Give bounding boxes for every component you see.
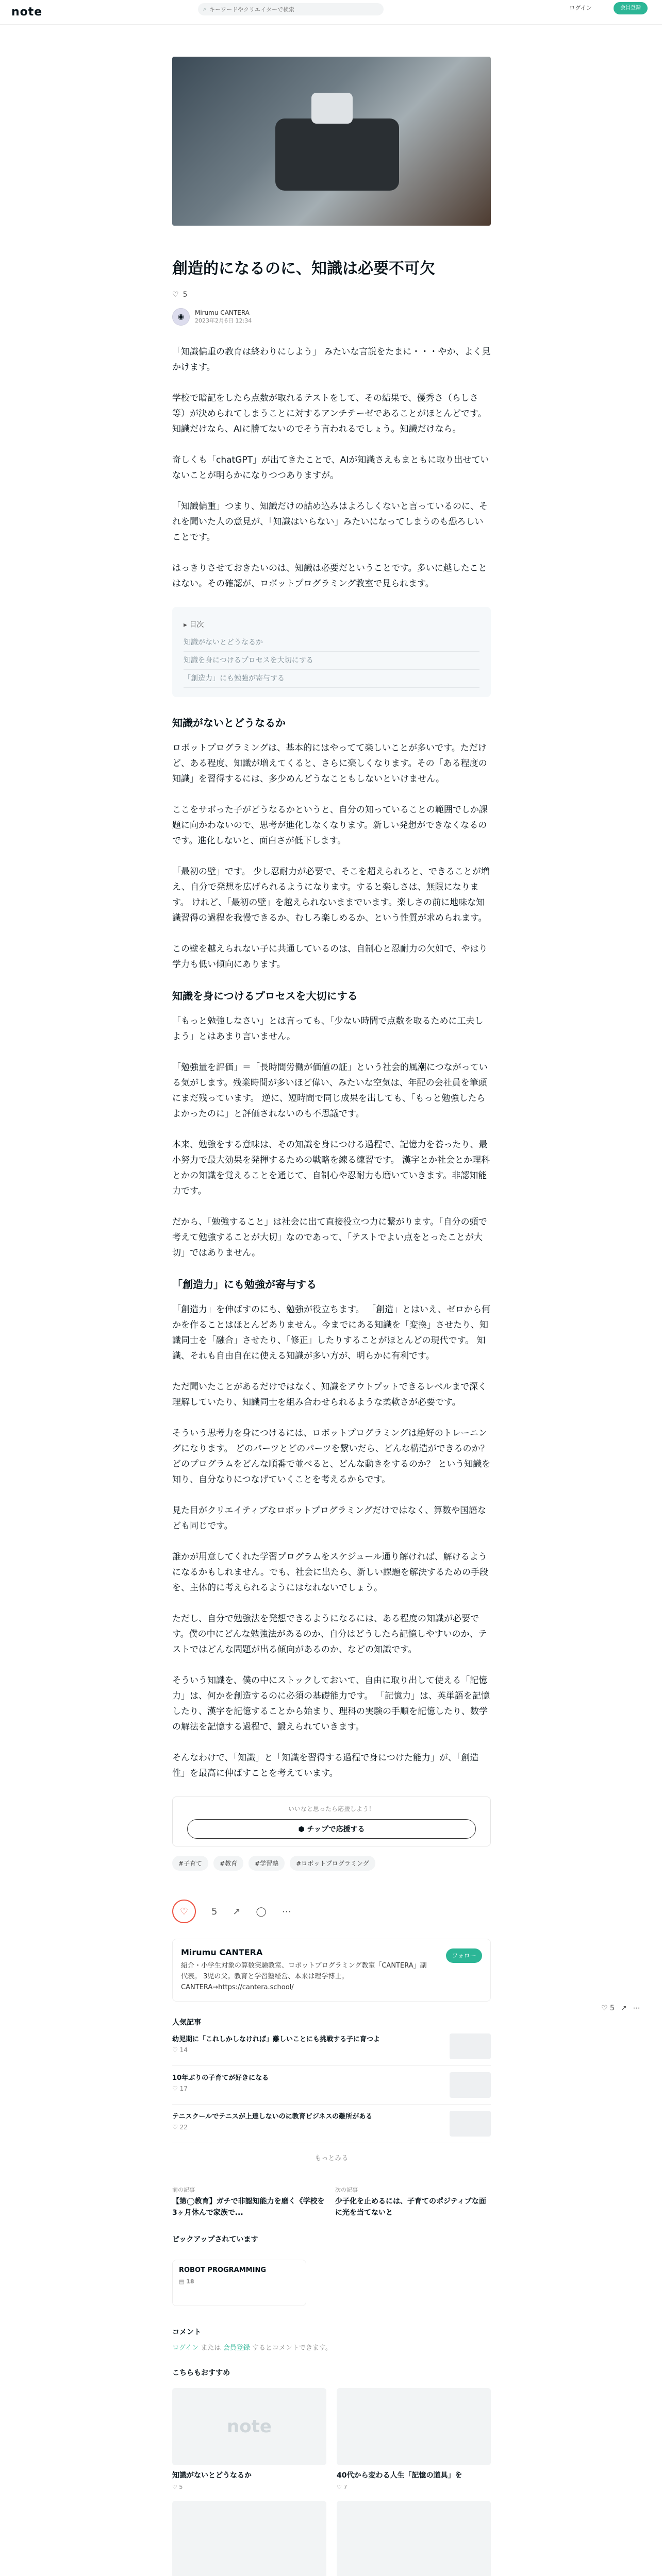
hero-image [172, 57, 491, 226]
search-input[interactable] [209, 6, 364, 13]
paragraph: 奇しくも「chatGPT」が出てきたことで、AIが知識さえもまともに取り出せていないことが明らかになりつつありますが。 [172, 455, 489, 481]
item-likes: ♡ 14 [172, 2046, 188, 2054]
card-thumbnail: note [172, 2388, 326, 2465]
follow-button[interactable]: フォロー [446, 1948, 482, 1963]
table-of-contents [172, 607, 491, 697]
item-likes: ♡ 22 [172, 2124, 188, 2131]
profile-name[interactable]: Mirumu CANTERA [181, 1947, 263, 1957]
paragraph: はっきりさせておきたいのは、知識は必要だということです。多いに越したことはない。その確認が、ロボットプログラミング教室で見られます。 [172, 563, 487, 589]
list-item[interactable] [172, 2066, 491, 2105]
like-count: 5 [183, 291, 188, 299]
paragraph: 学校で暗記をしたら点数が取れるテストをして、その結果で、優秀さ（らしさ等）が決められてしまうことに対するアンチテーゼであることがほとんどです。知識だけなら、AIに勝てないのでそう言われるでしょう。知識だけなら。 [172, 393, 487, 434]
article-body [172, 344, 491, 1781]
support-box [172, 1797, 491, 1846]
tip-icon: ⬢ [298, 1825, 307, 1834]
pickup-heading: ピックアップされています [172, 2235, 258, 2244]
paragraph: だから、「勉強すること」は社会に出て直接役立つ力に繋がります。「自分の頭で考えて勉強することが大切」なのであって、「テストでよい点をとったことが大切」ではありません。 [172, 1217, 487, 1258]
author-row [172, 308, 491, 326]
comment-icon[interactable]: ◯ [256, 1906, 267, 1917]
paragraph: そんなわけで、「知識」と「知識を習得する過程で身につけた能力」が、「創造性」を最高に伸ばすことを考えています。 [172, 1753, 479, 1778]
paragraph: ただし、自分で勉強法を発想できるようになるには、ある程度の知識が必要です。僕の中にどんな勉強法があるのか、自分はどうしたら記憶しやすいのか、テストではどんな問題が出る傾向があるのか、などの知識です。 [172, 1614, 487, 1655]
paragraph: 「知識偏重」つまり、知識だけの詰め込みはよろしくないと言っているのに、それを聞いた人の意見が、「知識はいらない」みたいになってしまうのも恐ろしいことです。 [172, 501, 488, 543]
share-icon[interactable]: ↗ [233, 1906, 241, 1917]
item-title: テニスクールでテニスが上達しないのに教育ビジネスの難所がある [172, 2113, 373, 2121]
card-thumbnail [337, 2501, 491, 2576]
paragraph: 「最初の壁」です。 少し忍耐力が必要で、そこを超えられると、できることが増え、自分で発想を広げられるようになります。すると楽しさは、無限になります。 けれど、「最初の壁」を越えられないままでいます。楽しさの前に地味な知識習得の過程を我慢できるか、むしろ楽しめるか、という性質が求められます。 [172, 867, 490, 923]
paragraph: ここをサボった子がどうなるかというと、自分の知っていることの範囲でしか課題に向かわないので、思考が進化しなくなります。新しい発想ができなくなるのです。進化しないと、面白さが低下します。 [172, 805, 488, 846]
paragraph: 誰かが用意してくれた学習プログラムをスケジュール通り解ければ、解けるようになるかもしれません。でも、社会に出たら、新しい課題を解決するための手段を、主体的に考えられるようにはなれないでしょう。 [172, 1552, 489, 1593]
article-title: 創造的になるのに、知識は必要不可欠 [172, 260, 435, 278]
list-item[interactable] [172, 2027, 491, 2066]
article-nav [172, 2178, 491, 2218]
popular-heading: 人気記事 [172, 2019, 201, 2027]
comment-heading: コメント [172, 2328, 201, 2336]
like-button[interactable] [172, 1900, 196, 1923]
search-icon: ⌕ [203, 6, 207, 12]
tip-button[interactable]: ⬢ チップで応援する [187, 1819, 476, 1839]
action-row [172, 1900, 491, 1923]
list-item[interactable] [172, 2105, 491, 2143]
header [0, 0, 662, 25]
tag[interactable]: #ロボットプログラミング [290, 1856, 375, 1871]
toc-item[interactable]: 知識がないとどうなるか [184, 634, 479, 652]
section-heading: 知識を身につけるプロセスを大切にする [172, 990, 358, 1002]
card-thumbnail [337, 2388, 491, 2465]
item-thumbnail [450, 2111, 491, 2137]
recommend-card[interactable]: 40代から変わる人生「記憶の道具」を ♡ 7 [337, 2388, 491, 2490]
signup-link[interactable]: 会員登録 [223, 2344, 250, 2352]
recommend-card[interactable] [172, 2501, 326, 2576]
tag[interactable]: #子育て [172, 1856, 208, 1871]
paragraph: ロボットプログラミングは、基本的にはやってて楽しいことが多いです。ただけど、ある程度、知識が増えてくると、さらに楽しくなります。その「ある程度の知識」を習得するには、多少めんどうなこともしないといけません。 [172, 743, 487, 784]
section-heading: 「創造力」にも勉強が寄与する [172, 1278, 317, 1291]
item-likes: ♡ 17 [172, 2085, 188, 2092]
paragraph: そういう知識を、僕の中にストックしておいて、自由に取り出して使える「記憶力」は、何かを創造するのに必須の基礎能力です。 「記憶力」は、英単語を記憶したり、漢字を記憶することから始まり、理科の実験の手順を記憶したり、数学の解法を記憶する過程で、鍛えられていきます。 [172, 1675, 490, 1732]
paragraph: 本来、勉強をする意味は、その知識を身につける過程で、記憶力を養ったり、最小努力で最大効果を発揮するための戦略を練る練習です。 漢字とか社会とか理科とかの知識を覚えることを通じて、自制心や忍耐力も磨いていきます。非認知能力です。 [172, 1140, 490, 1196]
login-button[interactable]: ログイン [569, 5, 592, 11]
paragraph: 見た目がクリエイティブなロボットプログラミングだけではなく、算数や国語なども同じです。 [172, 1505, 487, 1531]
recommend-card[interactable] [337, 2501, 491, 2576]
profile-desc: 紹介・小学生対象の算数実験教室、ロボットプログラミング教室「CANTERA」副代表。 3児の父。教育と学習塾経営、本来は理学博士。 CANTERA→https://cantera.school/ [181, 1962, 427, 1991]
next-article[interactable]: 次の記事 少子化を止めるには、子育てのポジティブな面に光を当てないと [335, 2178, 491, 2218]
paragraph: ただ聞いたことがあるだけではなく、知識をアウトプットできるレベルまで深く理解していたり、知識同士を組み合わせられるような柔軟さが必要です。 [172, 1382, 487, 1408]
note-logo[interactable]: note [11, 6, 43, 19]
floating-actions [601, 2004, 640, 2012]
avatar[interactable]: ◉ [172, 308, 190, 326]
paragraph: そういう思考力を身につけるには、ロボットプログラミングは絶好のトレーニングになります。 どのパーツとどのパーツを繋いだら、どんな構造ができるのか？ どのプログラムをどんな順番で並べると、どんな動きをするのか？ という知識を知り、自分なりにつなげていくことを考えるからです。 [172, 1428, 491, 1485]
card-thumbnail [172, 2501, 326, 2576]
publish-date: 2023年2月6日 12:34 [195, 317, 252, 324]
robot-head [311, 93, 353, 124]
pickup-list [172, 2260, 491, 2306]
search-box[interactable] [198, 3, 384, 15]
paragraph: 「勉強量を評価」＝「長時間労働が価値の証」という社会的風潮につながっている気がします。残業時間が多いほど偉い、みたいな空気は、年配の会社員を筆頭にまだ残っています。 逆に、短時間で同じ成果を出しても、「もっと勉強したらよかったのに」と評価されないのも不思議です。 [172, 1062, 488, 1119]
paragraph: 「創造力」を伸ばすのにも、勉強が役立ちます。 「創造」とはいえ、ゼロから何かを作ることはほとんどありません。今までにある知識を「変換」させたり、知識同士を「融合」させたり、「修正」したりすることがほとんどの現代です。 知識、それも自由自在に使える知識が多い方が、明らかに有利です。 [172, 1304, 491, 1361]
support-label: いいなと思ったら応援しよう！ [288, 1805, 375, 1812]
toc-label[interactable]: ▸ 目次 [184, 621, 204, 629]
profile-card [172, 1939, 491, 2002]
paragraph: 「もっと勉強しなさい」とは言っても、「少ない時間で点数を取るために工夫しよう」とはあまり言いません。 [172, 1016, 484, 1042]
comment-prompt: ログイン または 会員登録 するとコメントできます。 [172, 2344, 332, 2352]
heart-icon[interactable]: ♡ [172, 291, 179, 299]
article [172, 258, 491, 2576]
prev-article[interactable]: 前の記事 【第◯教育】ガチで非認知能力を磨く《学校を3ヶ月休んで家族で... [172, 2178, 328, 2218]
login-link[interactable]: ログイン [172, 2344, 199, 2352]
more-link[interactable]: もっとみる [315, 2155, 349, 2162]
signup-button[interactable]: 会員登録 [614, 2, 648, 14]
item-title: 幼児期に「これしかしなければ」難しいことにも挑戦する子に育つよ [172, 2036, 380, 2043]
paragraph: この壁を越えられない子に共通しているのは、自制心と忍耐力の欠如で、やはり学力も低い傾向にあります。 [172, 944, 488, 970]
tag-list [172, 1856, 491, 1871]
like-count: 5 [211, 1906, 218, 1917]
paragraph: 「知識偏重の教育は終わりにしよう」 みたいな言説をたまに・・・やか、よく見かけます。 [172, 347, 491, 372]
tag[interactable]: #学習塾 [249, 1856, 285, 1871]
heart-icon[interactable]: ♡ 5 [601, 2004, 615, 2012]
more-icon[interactable]: ⋯ [282, 1906, 291, 1917]
toc-item[interactable]: 「創造力」にも勉強が寄与する [184, 670, 479, 688]
robot-illustration [275, 118, 399, 191]
item-thumbnail [450, 2033, 491, 2059]
item-title: 10年ぶりの子育てが好きになる [172, 2074, 269, 2082]
item-thumbnail [450, 2072, 491, 2098]
toc-item[interactable]: 知識を身につけるプロセスを大切にする [184, 652, 479, 670]
recommend-grid [172, 2388, 491, 2576]
recommend-heading: こちらもおすすめ [172, 2369, 230, 2377]
pickup-card[interactable]: ROBOT PROGRAMMING ▤ 18 [172, 2260, 306, 2306]
more-icon[interactable]: ⋯ [633, 2004, 640, 2012]
share-icon[interactable]: ↗ [620, 2004, 627, 2012]
like-summary [172, 291, 491, 299]
section-heading: 知識がないとどうなるか [172, 717, 286, 729]
author-name[interactable]: Mirumu CANTERA [195, 309, 250, 316]
heart-icon: ♡ [179, 1906, 189, 1917]
recommend-card[interactable]: note 知識がないとどうなるか ♡ 5 [172, 2388, 326, 2490]
tag[interactable]: #教育 [213, 1856, 243, 1871]
